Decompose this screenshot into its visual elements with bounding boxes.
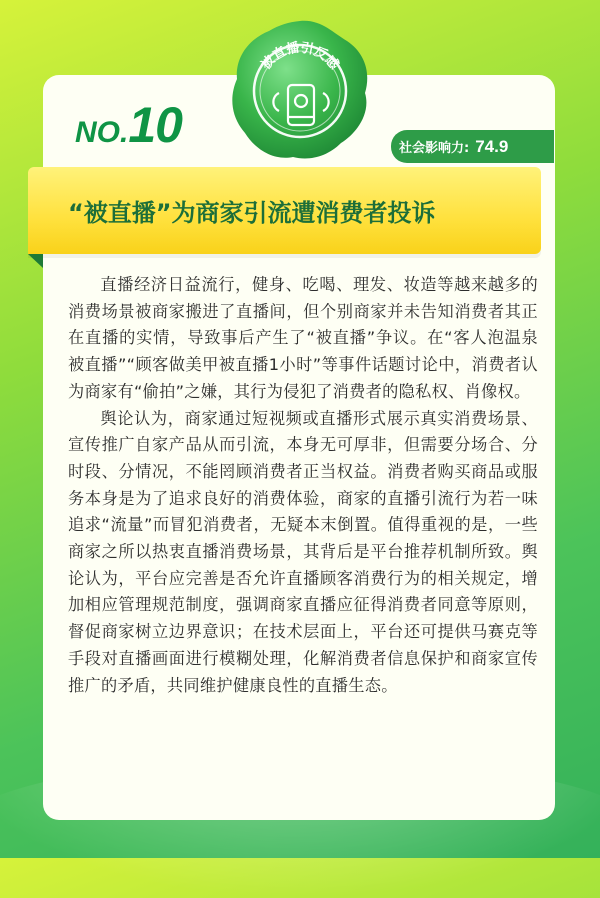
headline-banner <box>28 167 541 254</box>
headline-title: “被直播”为商家引流遭消费者投诉 <box>68 199 436 227</box>
seal-text: 被直播引反感 <box>258 40 342 73</box>
article-body <box>68 272 538 699</box>
impact-value: 74.9 <box>475 136 509 156</box>
rank-label <box>75 96 182 154</box>
wax-seal-badge <box>225 15 375 165</box>
rank-prefix: NO. <box>75 116 129 149</box>
rank-number: 10 <box>128 97 182 153</box>
impact-badge <box>391 130 554 163</box>
impact-label: 社会影响力: <box>399 141 470 156</box>
paragraph: 舆论认为，商家通过短视频或直播形式展示真实消费场景、宣传推广自家产品从而引流，本身无可厚非，但需要分场合、分时段、分情况，不能罔顾消费者正当权益。消费者购买商品或服务本身是为了追求良好的消费体验，商家的直播引流行为若一味追求“流量”而冒犯消费者，无疑本末倒置。值得重视的是，一些商家之所以热衷直播消费场景，其背后是平台推荐机制所致。舆论认为，平台应完善是否允许直播顾客消费行为的相关规定，增加相应管理规范制度，强调商家直播应征得消费者同意等原则，督促商家树立边界意识；在技术层面上，平台还可提供马赛克等手段对直播画面进行模糊处理，化解消费者信息保护和商家宣传推广的矛盾，共同维护健康良性的直播生态。 <box>68 408 538 695</box>
banner-fold <box>28 254 43 268</box>
paragraph: 直播经济日益流行，健身、吃喝、理发、妆造等越来越多的消费场景被商家搬进了直播间，但个别商家并未告知消费者其正在直播的实情，导致事后产生了“被直播”争议。在“客人泡温泉被直播”“顾客做美甲被直播1小时”等事件话题讨论中，消费者认为商家有“偷拍”之嫌，其行为侵犯了消费者的隐私权、肖像权。 <box>68 275 538 401</box>
